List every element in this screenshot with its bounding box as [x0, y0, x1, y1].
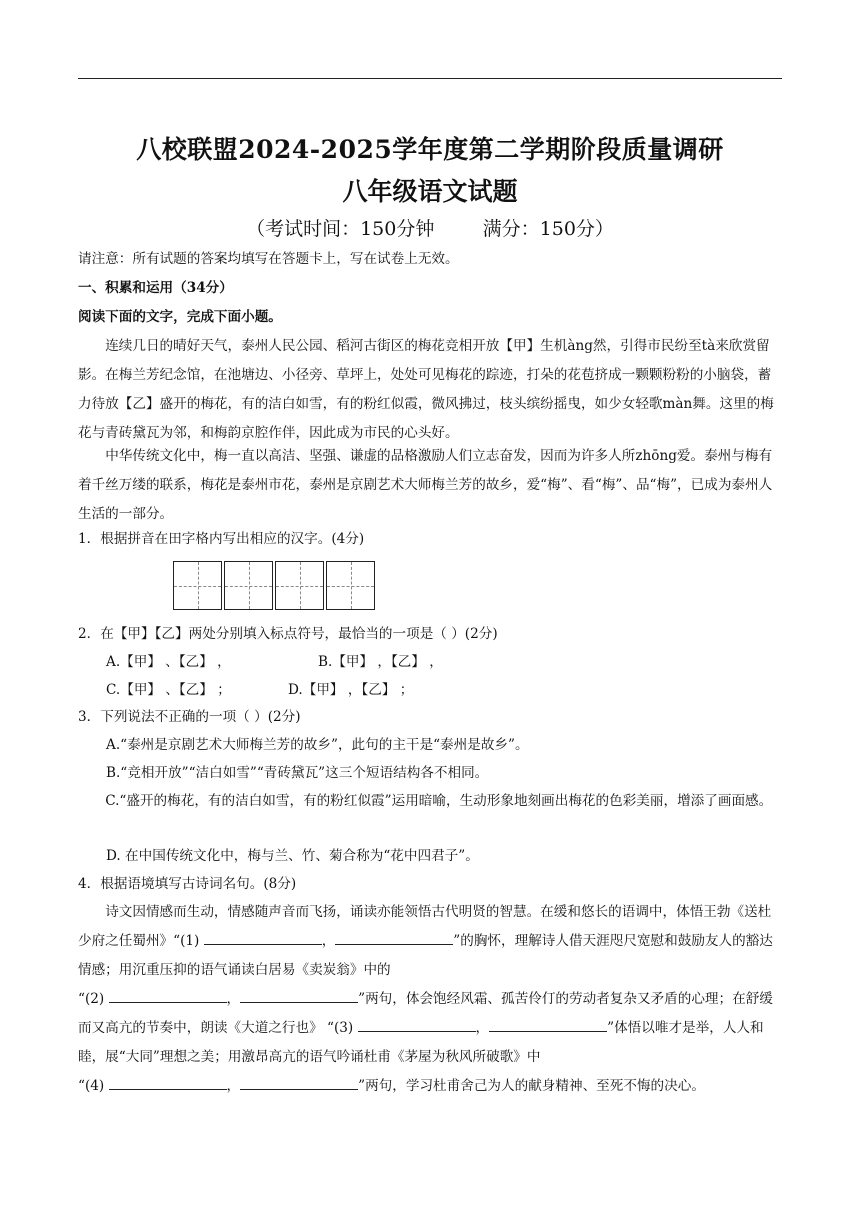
tianzige-cell[interactable] — [275, 561, 324, 610]
q4-comma: ， — [321, 933, 336, 949]
exam-info: （考试时间：150分钟 满分：150分） — [246, 218, 614, 240]
answer-blank[interactable] — [358, 1017, 476, 1032]
q4-text: “(4) — [78, 1078, 109, 1094]
q4-text: 诗文因情感而生动，情感随声音而飞扬，诵读亦能领悟古代明贤的智慧。在缓和悠长的语调中，体悟王勃《送杜少府之任蜀州》“(1) — [78, 904, 772, 949]
question-3: 3．下列说法不正确的一项（ ）(2分) — [78, 709, 301, 725]
answer-blank[interactable] — [204, 930, 322, 945]
q4-comma: ， — [226, 991, 241, 1007]
q3-option-a: A.“泰州是京剧艺术大师梅兰芳的故乡”，此句的主干是“泰州是故乡”。 — [106, 737, 529, 753]
section-heading: 一、积累和运用（34分） — [78, 280, 233, 296]
tianzige-cell[interactable] — [224, 561, 273, 610]
answer-blank[interactable] — [335, 930, 453, 945]
answer-blank[interactable] — [240, 1075, 358, 1090]
tianzige-grid — [173, 561, 377, 610]
question-2: 2．在【甲】【乙】两处分别填入标点符号，最恰当的一项是（ ）(2分) — [78, 626, 498, 642]
exam-subtitle: 八年级语文试题 — [342, 177, 518, 206]
notice: 请注意：所有试题的答案均填写在答题卡上，写在试卷上无效。 — [78, 251, 459, 267]
tianzige-cell[interactable] — [173, 561, 222, 610]
top-rule — [78, 78, 782, 79]
answer-blank[interactable] — [109, 1075, 227, 1090]
question-4: 4．根据语境填写古诗词名句。(8分) — [78, 876, 297, 892]
q3-option-d: D. 在中国传统文化中，梅与兰、竹、菊合称为“花中四君子”。 — [106, 848, 479, 864]
q4-text: ”体悟以唯才是举，人人和睦，展“大同”理想之美；用激昂高亢的语气吟诵杜甫《茅屋为秋风所破歌》中 — [78, 1020, 764, 1065]
q4-text: “(2) — [78, 991, 109, 1007]
tianzige-cell[interactable] — [326, 561, 375, 610]
answer-blank[interactable] — [240, 988, 358, 1003]
q3-option-c: C.“盛开的梅花，有的洁白如雪，有的粉红似霞”运用暗喻，生动形象地刻画出梅花的色彩美丽，增添了画面感。 — [105, 793, 773, 809]
q3-option-b: B.“竞相开放”“洁白如雪”“青砖黛瓦”这三个短语结构各不相同。 — [106, 765, 489, 781]
q4-text: ”两句，体会饱经风霜、孤苦伶仃的劳动者复杂又矛盾的心理；在舒缓而又高亢的节奏中，朗读《大道之行也》 “(3) — [78, 991, 773, 1036]
answer-blank[interactable] — [489, 1017, 607, 1032]
q4-comma: ， — [226, 1078, 241, 1094]
q4-text: ”两句，学习杜甫舍己为人的献身精神、至死不悔的决心。 — [358, 1078, 705, 1094]
passage-paragraph-2: 中华传统文化中，梅一直以高洁、坚强、谦虚的品格激励人们立志奋发，因而为许多人所zhōng爱。泰州与梅有着千丝万缕的联系，梅花是泰州市花，泰州是京剧艺术大师梅兰芳的故乡，爱“梅”、看“梅”、品“梅”，已成为泰州人生活的一部分。 — [78, 448, 773, 522]
answer-blank[interactable] — [109, 988, 227, 1003]
exam-title: 八校联盟2024-2025学年度第二学期阶段质量调研 — [136, 135, 724, 164]
q2-option-b: B.【甲】 ，【乙】 ， — [318, 654, 443, 670]
q2-option-d: D.【甲】 ，【乙】 ； — [288, 682, 414, 698]
q2-option-a: A.【甲】 、【乙】 ， — [106, 654, 231, 670]
passage-paragraph-1: 连续几日的晴好天气，泰州人民公园、稻河古街区的梅花竞相开放【甲】生机àng然，引得市民纷至tà来欣赏留影。在梅兰芳纪念馆，在池塘边、小径旁、草坪上，处处可见梅花的踪迹，打朵的花苞挤成一颗颗粉粉的小脑袋，蓄力待放【乙】盛开的梅花，有的洁白如雪，有的粉红似霞，微风拂过，枝头缤纷摇曳，如少女轻歌màn舞。这里的梅花与青砖黛瓦为邻，和梅韵京腔作伴，因此成为市民的心头好。 — [78, 338, 774, 441]
reading-instruction: 阅读下面的文字，完成下面小题。 — [78, 309, 282, 325]
question-1: 1．根据拼音在田字格内写出相应的汉字。(4分) — [78, 531, 365, 547]
q4-passage — [78, 898, 782, 1101]
q4-text: ”的胸怀，理解诗人借天涯咫尺宽慰和鼓励友人的豁达情感；用沉重压抑的语气诵读白居易《卖炭翁》中的 — [78, 933, 773, 978]
q2-option-c: C.【甲】 、【乙】 ； — [106, 682, 231, 698]
q4-comma: ， — [475, 1020, 490, 1036]
